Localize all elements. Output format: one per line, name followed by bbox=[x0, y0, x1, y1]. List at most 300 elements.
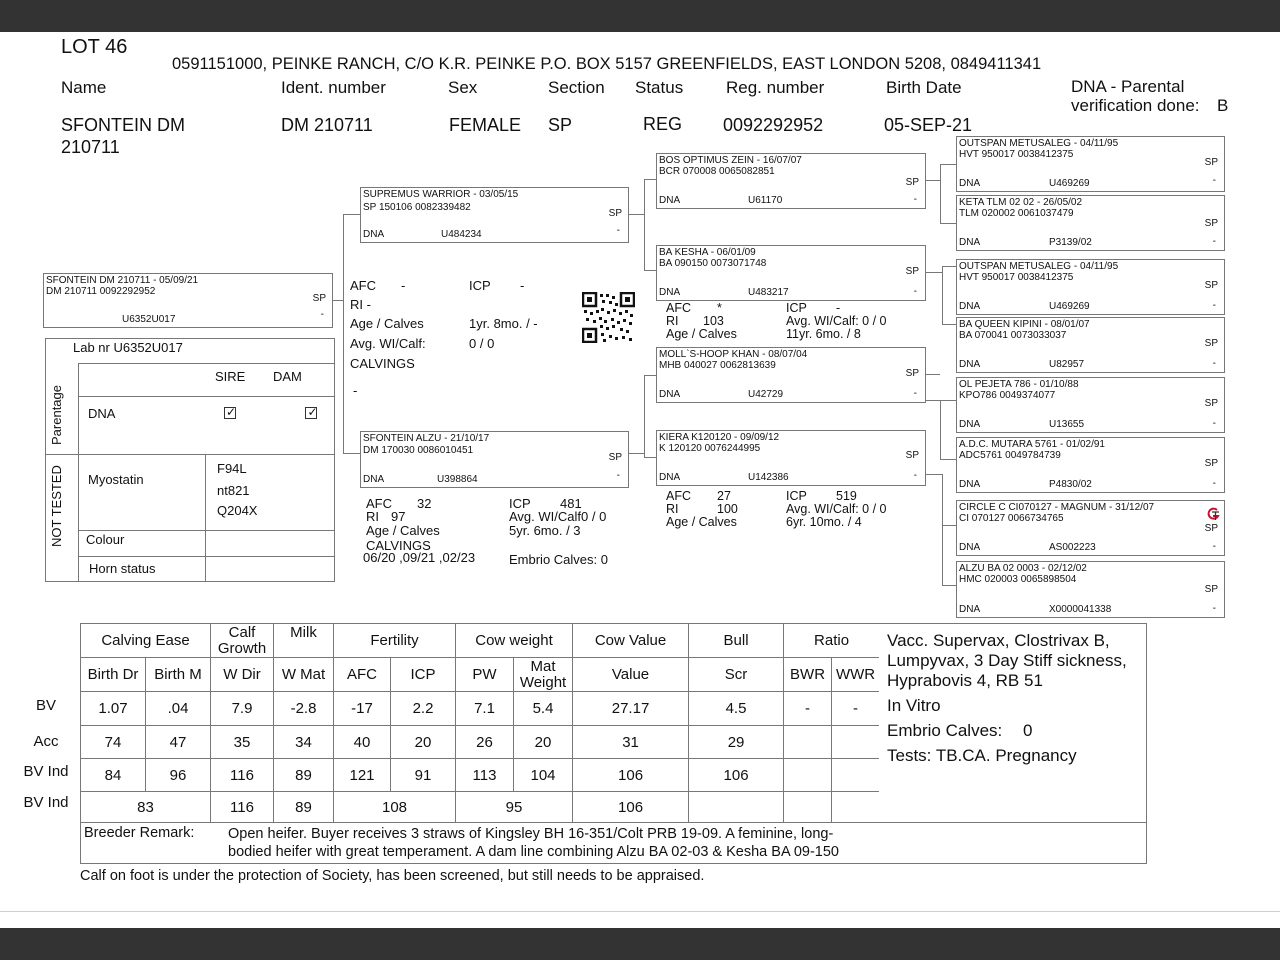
connector bbox=[940, 223, 956, 224]
sire-dash: - bbox=[616, 225, 620, 236]
table-cell bbox=[832, 726, 880, 759]
table-cell bbox=[689, 792, 784, 824]
table-cell: 89 bbox=[274, 759, 334, 792]
gp-section: SP bbox=[905, 266, 919, 277]
animal-ident: DM 210711 bbox=[281, 115, 373, 135]
kesha-afc-value: * bbox=[717, 301, 722, 315]
ggp-dna-code: P4830/02 bbox=[1049, 479, 1092, 490]
dam-age-label: Age / Calves bbox=[366, 523, 440, 538]
gp-dna-code: U483217 bbox=[748, 287, 789, 298]
remark-line-2: bodied heifer with great temperament. A dam line combining Alzu BA 02-03 & Kesha BA 09-150 bbox=[228, 844, 839, 860]
table-cell: 121 bbox=[334, 759, 391, 792]
table-subheader-row bbox=[81, 658, 880, 692]
ggp-dash: - bbox=[1212, 478, 1216, 489]
kesha-age-value: 11yr. 6mo. / 8 bbox=[786, 327, 861, 341]
divider bbox=[78, 363, 335, 364]
ggp-line2: CI 070127 0066734765 bbox=[959, 513, 1064, 524]
table-cell bbox=[784, 726, 832, 759]
ggp-dna-code: AS002223 bbox=[1049, 542, 1096, 553]
header-sex: Sex bbox=[448, 78, 478, 97]
kiera-age-value: 6yr. 10mo. / 4 bbox=[786, 515, 862, 529]
qr-code-icon bbox=[582, 292, 635, 343]
vacc-line-2: Lumpyvax, 3 Day Stiff sickness, bbox=[887, 651, 1127, 670]
table-cell: 31 bbox=[573, 726, 689, 759]
gp-line2: MHB 040027 0062813639 bbox=[659, 360, 776, 371]
table-cell bbox=[784, 759, 832, 792]
dam-icp-value: 481 bbox=[560, 496, 582, 511]
header-birth: Birth Date bbox=[886, 78, 962, 97]
gp-dna: DNA bbox=[659, 195, 681, 206]
ggp-section: SP bbox=[1204, 338, 1218, 349]
table-row-acc bbox=[81, 726, 880, 759]
connector bbox=[940, 164, 941, 224]
dam-calvings-label: CALVINGS bbox=[366, 538, 431, 553]
great-grandparent-box bbox=[956, 437, 1225, 493]
ggp-dna: DNA bbox=[959, 301, 981, 312]
gp-title: BA KESHA - 06/01/09 bbox=[659, 247, 756, 258]
ggp-line2: BA 070041 0073033037 bbox=[959, 330, 1067, 341]
sire-dna: DNA bbox=[363, 229, 385, 240]
table-cell: 2.2 bbox=[391, 692, 456, 726]
gp-section: SP bbox=[905, 177, 919, 188]
dam-age-value: 5yr. 6mo. / 3 bbox=[509, 523, 581, 538]
calvings-value: - bbox=[353, 383, 358, 398]
calf-growth-l1: Calf bbox=[228, 623, 256, 641]
gp-dna-code: U142386 bbox=[748, 472, 789, 483]
sub-scr: Scr bbox=[689, 658, 784, 692]
divider bbox=[78, 530, 335, 531]
table-cell: 1.07 bbox=[81, 692, 146, 726]
header-dna-value: B bbox=[1217, 96, 1229, 115]
dam-embrio-calves: Embrio Calves: 0 bbox=[509, 552, 608, 567]
logo-icon bbox=[1206, 507, 1220, 521]
self-dash: - bbox=[320, 309, 324, 320]
owner-line: 0591151000, PEINKE RANCH, C/O K.R. PEINKE P.O. BOX 5157 GREENFIELDS, EAST LONDON 5208, 0849411341 bbox=[172, 55, 1042, 73]
age-calves-label: Age / Calves bbox=[350, 316, 424, 331]
table-cell: 106 bbox=[689, 759, 784, 792]
ggp-dna: DNA bbox=[959, 237, 981, 248]
sire-section: SP bbox=[608, 208, 622, 219]
connector bbox=[644, 179, 656, 180]
table-row-bv bbox=[81, 692, 880, 726]
connector bbox=[644, 375, 656, 376]
gp-line2: BCR 070008 0065082851 bbox=[659, 166, 775, 177]
ggp-dna: DNA bbox=[959, 479, 981, 490]
ggp-title: BA QUEEN KIPINI - 08/01/07 bbox=[959, 319, 1090, 330]
animal-name-l1: SFONTEIN DM bbox=[61, 115, 185, 135]
lot-number: LOT 46 bbox=[61, 36, 128, 58]
table-cell: -17 bbox=[334, 692, 391, 726]
kesha-age-label: Age / Calves bbox=[666, 327, 737, 341]
gp-title: BOS OPTIMUS ZEIN - 16/07/07 bbox=[659, 155, 802, 166]
ggp-section: SP bbox=[1204, 218, 1218, 229]
embrio-calves-label: Embrio Calves: bbox=[887, 721, 1003, 740]
table-cell: -2.8 bbox=[274, 692, 334, 726]
connector bbox=[942, 525, 956, 526]
row-label-bv: BV bbox=[35, 697, 56, 714]
col-group-milk: Milk bbox=[274, 624, 334, 658]
ggp-dna-code: U469269 bbox=[1049, 301, 1090, 312]
sire-line2: SP 150106 0082339482 bbox=[363, 202, 471, 213]
connector bbox=[644, 457, 656, 458]
header-dna-l2: verification done: bbox=[1071, 96, 1200, 115]
afc-value: - bbox=[401, 278, 406, 293]
header-status: Status bbox=[635, 78, 684, 97]
row-label-bv-ind: BV Ind bbox=[23, 763, 69, 780]
connector bbox=[343, 214, 360, 215]
connector bbox=[644, 270, 656, 271]
table-cell: 116 bbox=[211, 759, 274, 792]
ggp-dna: DNA bbox=[959, 542, 981, 553]
table-cell: 104 bbox=[514, 759, 573, 792]
ggp-dash: - bbox=[1212, 541, 1216, 552]
ggp-dash: - bbox=[1212, 236, 1216, 247]
table-cell: 35 bbox=[211, 726, 274, 759]
dam-ri-value: 97 bbox=[391, 509, 406, 524]
dam-dash: - bbox=[616, 470, 620, 481]
remark-line-1: Open heifer. Buyer receives 3 straws of Kingsley BH 16-351/Colt PRB 19-09. A feminine, long- bbox=[228, 826, 834, 842]
divider bbox=[78, 556, 335, 557]
embrio-calves-value: 0 bbox=[1023, 721, 1033, 740]
connector bbox=[926, 400, 940, 401]
col-group-bull: Bull bbox=[689, 624, 784, 658]
ggp-line2: HMC 020003 0065898504 bbox=[959, 574, 1077, 585]
table-cell: 29 bbox=[689, 726, 784, 759]
self-section: SP bbox=[312, 293, 326, 304]
ggp-dna: DNA bbox=[959, 604, 981, 615]
gp-dna: DNA bbox=[659, 472, 681, 483]
kiera-ri-label: RI bbox=[666, 502, 679, 516]
ggp-dash: - bbox=[1212, 300, 1216, 311]
great-grandparent-box bbox=[956, 561, 1225, 618]
gp-line2: BA 090150 0073071748 bbox=[659, 258, 767, 269]
sub-birth-m: Birth M bbox=[146, 658, 211, 692]
col-group-cow-weight: Cow weight bbox=[456, 624, 573, 658]
vacc-line-1: Vacc. Supervax, Clostrivax B, bbox=[887, 631, 1110, 650]
top-bar bbox=[0, 0, 1280, 32]
ggp-section: SP bbox=[1204, 584, 1218, 595]
connector bbox=[644, 179, 645, 271]
myostatin-value-3: Q204X bbox=[217, 503, 258, 518]
divider bbox=[205, 454, 206, 582]
ggp-dna-code: P3139/02 bbox=[1049, 237, 1092, 248]
sub-icp: ICP bbox=[391, 658, 456, 692]
table-cell: 34 bbox=[274, 726, 334, 759]
ggp-section: SP bbox=[1204, 157, 1218, 168]
bottom-bar bbox=[0, 928, 1280, 960]
table-cell: 20 bbox=[391, 726, 456, 759]
sire-dna-checkbox-icon bbox=[224, 407, 236, 419]
kiera-age-label: Age / Calves bbox=[666, 515, 737, 529]
table-cell: 116 bbox=[211, 792, 274, 824]
sub-value: Value bbox=[573, 658, 689, 692]
vacc-line-3: Hyprabovis 4, RB 51 bbox=[887, 671, 1043, 690]
divider bbox=[78, 396, 335, 397]
animal-section: SP bbox=[548, 115, 573, 135]
kiera-icp-value: 519 bbox=[836, 489, 857, 503]
table-cell bbox=[832, 792, 880, 824]
gp-title: MOLL`S-HOOP KHAN - 08/07/04 bbox=[659, 349, 808, 360]
animal-birth: 05-SEP-21 bbox=[884, 115, 973, 135]
ggp-dna: DNA bbox=[959, 419, 981, 430]
ggp-line2: ADC5761 0049784739 bbox=[959, 450, 1061, 461]
dam-icp-label: ICP bbox=[509, 496, 531, 511]
connector bbox=[942, 266, 943, 325]
kiera-icp-label: ICP bbox=[786, 489, 807, 503]
myostatin-value-2: nt821 bbox=[217, 483, 250, 498]
ggp-dna-code: U469269 bbox=[1049, 178, 1090, 189]
parentage-label: Parentage bbox=[49, 385, 64, 445]
table-cell: 91 bbox=[391, 759, 456, 792]
sub-pw: PW bbox=[456, 658, 514, 692]
table-cell: 106 bbox=[573, 759, 689, 792]
calvings-label: CALVINGS bbox=[350, 356, 415, 371]
connector bbox=[343, 214, 344, 454]
animal-sex: FEMALE bbox=[449, 115, 522, 135]
ggp-dash: - bbox=[1212, 418, 1216, 429]
table-cell: 113 bbox=[456, 759, 514, 792]
table-cell: - bbox=[832, 692, 880, 726]
dam-calving-dates: 06/20 ,09/21 ,02/23 bbox=[363, 550, 476, 565]
table-cell bbox=[784, 792, 832, 824]
kiera-avg-wi: Avg. WI/Calf: 0 / 0 bbox=[786, 502, 887, 516]
animal-status: REG bbox=[643, 114, 683, 134]
table-cell: 89 bbox=[274, 792, 334, 824]
self-title: SFONTEIN DM 210711 - 05/09/21 bbox=[46, 275, 199, 286]
calf-growth-l2: Growth bbox=[217, 639, 267, 657]
ggp-section: SP bbox=[1204, 523, 1218, 534]
grandparent-box bbox=[656, 245, 926, 301]
connector bbox=[926, 374, 940, 375]
ggp-dna-code: U13655 bbox=[1049, 419, 1085, 430]
table-cell: 108 bbox=[334, 792, 456, 824]
tests: Tests: TB.CA. Pregnancy bbox=[887, 746, 1077, 765]
dam-pedigree-box bbox=[360, 431, 629, 488]
connector bbox=[343, 453, 360, 454]
table-cell: 26 bbox=[456, 726, 514, 759]
table-cell: .04 bbox=[146, 692, 211, 726]
ri-label: RI - bbox=[350, 297, 371, 312]
ggp-dna: DNA bbox=[959, 178, 981, 189]
connector bbox=[644, 375, 645, 458]
table-cell: 5.4 bbox=[514, 692, 573, 726]
row-label-bv-ind-2: BV Ind bbox=[23, 794, 69, 811]
connector bbox=[926, 474, 942, 475]
mat-l1: Mat bbox=[530, 657, 556, 675]
colour-label: Colour bbox=[86, 532, 125, 547]
dam-section: SP bbox=[608, 452, 622, 463]
gp-section: SP bbox=[905, 368, 919, 379]
kesha-avg-wi: Avg. WI/Calf: 0 / 0 bbox=[786, 314, 887, 328]
icp-label: ICP bbox=[469, 278, 491, 293]
icp-value: - bbox=[520, 278, 525, 293]
lab-sire: SIRE bbox=[215, 369, 246, 384]
table-cell bbox=[832, 759, 880, 792]
table-cell: 27.17 bbox=[573, 692, 689, 726]
gp-title: KIERA K120120 - 09/09/12 bbox=[659, 432, 780, 443]
performance-table bbox=[80, 623, 880, 824]
sub-bwr: BWR bbox=[784, 658, 832, 692]
dam-line2: DM 170030 0086010451 bbox=[363, 445, 474, 456]
gp-dna-code: U42729 bbox=[748, 389, 784, 400]
connector bbox=[333, 300, 343, 301]
afc-label: AFC bbox=[350, 278, 376, 293]
lab-dna: DNA bbox=[88, 406, 116, 421]
horn-status-label: Horn status bbox=[89, 561, 156, 576]
ggp-section: SP bbox=[1204, 458, 1218, 469]
animal-name-l2: 210711 bbox=[61, 137, 120, 157]
kesha-icp-label: ICP bbox=[786, 301, 807, 315]
table-cell: - bbox=[784, 692, 832, 726]
sub-afc: AFC bbox=[334, 658, 391, 692]
table-cell: 95 bbox=[456, 792, 573, 824]
ggp-title: ALZU BA 02 0003 - 02/12/02 bbox=[959, 563, 1087, 574]
ggp-dna: DNA bbox=[959, 359, 981, 370]
ggp-dna-code: X0000041338 bbox=[1049, 604, 1112, 615]
great-grandparent-box bbox=[956, 500, 1225, 556]
header-dna-l1: DNA - Parental bbox=[1071, 77, 1185, 96]
sub-mat-weight bbox=[514, 658, 573, 692]
table-row-bv-ind-grouped bbox=[81, 792, 880, 824]
myostatin-label: Myostatin bbox=[88, 472, 144, 487]
dam-ri-label: RI bbox=[366, 509, 379, 524]
ggp-line2: HVT 950017 0038412375 bbox=[959, 272, 1074, 283]
sub-w-mat: W Mat bbox=[274, 658, 334, 692]
kesha-ri-value: 103 bbox=[703, 314, 724, 328]
header-section: Section bbox=[548, 78, 605, 97]
divider bbox=[45, 454, 335, 455]
kiera-afc-label: AFC bbox=[666, 489, 691, 503]
ggp-dash: - bbox=[1212, 175, 1216, 186]
gp-line2: K 120120 0076244995 bbox=[659, 443, 761, 454]
connector bbox=[629, 214, 644, 215]
in-vitro: In Vitro bbox=[887, 696, 941, 715]
table-row-bv-ind bbox=[81, 759, 880, 792]
table-cell: 83 bbox=[81, 792, 211, 824]
gp-section: SP bbox=[905, 450, 919, 461]
gp-dash: - bbox=[913, 194, 917, 205]
table-cell: 106 bbox=[573, 792, 689, 824]
table-cell: 74 bbox=[81, 726, 146, 759]
connector bbox=[942, 474, 943, 586]
great-grandparent-box bbox=[956, 259, 1225, 315]
ggp-line2: TLM 020002 0061037479 bbox=[959, 208, 1074, 219]
ggp-title: KETA TLM 02 02 - 26/05/02 bbox=[959, 197, 1083, 208]
table-cell: 40 bbox=[334, 726, 391, 759]
ggp-line2: KPO786 0049374077 bbox=[959, 390, 1056, 401]
dam-avg-wi: Avg. WI/Calf0 / 0 bbox=[509, 509, 607, 524]
table-cell: 20 bbox=[514, 726, 573, 759]
header-ident: Ident. number bbox=[281, 78, 386, 97]
dam-dna: DNA bbox=[363, 474, 385, 485]
grandparent-box bbox=[656, 430, 926, 486]
ggp-title: OL PEJETA 786 - 01/10/88 bbox=[959, 379, 1079, 390]
gp-dna-code: U61170 bbox=[748, 195, 783, 206]
great-grandparent-box bbox=[956, 317, 1225, 373]
grandparent-box bbox=[656, 347, 926, 403]
connector bbox=[940, 164, 956, 165]
sire-pedigree-box bbox=[360, 187, 629, 243]
table-cell: 84 bbox=[81, 759, 146, 792]
table-cell: 96 bbox=[146, 759, 211, 792]
gp-dna: DNA bbox=[659, 287, 681, 298]
ggp-dna-code: U82957 bbox=[1049, 359, 1085, 370]
remark-label: Breeder Remark: bbox=[84, 825, 195, 841]
table-cell: 4.5 bbox=[689, 692, 784, 726]
great-grandparent-box bbox=[956, 136, 1225, 192]
myostatin-value-1: F94L bbox=[217, 461, 247, 476]
great-grandparent-box bbox=[956, 195, 1225, 251]
kesha-ri-label: RI bbox=[666, 314, 679, 328]
ggp-title: OUTSPAN METUSALEG - 04/11/95 bbox=[959, 261, 1119, 272]
self-pedigree-box bbox=[43, 273, 333, 328]
table-cell: 47 bbox=[146, 726, 211, 759]
connector bbox=[926, 180, 940, 181]
table-cell: 7.9 bbox=[211, 692, 274, 726]
header-name: Name bbox=[61, 78, 107, 97]
gp-dash: - bbox=[913, 388, 917, 399]
sub-w-dir: W Dir bbox=[211, 658, 274, 692]
ggp-dash: - bbox=[1212, 603, 1216, 614]
kesha-afc-label: AFC bbox=[666, 301, 691, 315]
ggp-title: OUTSPAN METUSALEG - 04/11/95 bbox=[959, 138, 1119, 149]
dam-dna-checkbox-icon bbox=[305, 407, 317, 419]
mat-l2: Weight bbox=[519, 673, 567, 691]
self-line2: DM 210711 0092292952 bbox=[46, 286, 156, 297]
connector bbox=[629, 453, 644, 454]
kesha-icp-value: - bbox=[836, 301, 841, 315]
ggp-section: SP bbox=[1204, 398, 1218, 409]
connector bbox=[926, 272, 942, 273]
kiera-afc-value: 27 bbox=[717, 489, 731, 503]
sub-wwr: WWR bbox=[832, 658, 880, 692]
table-header-row bbox=[81, 624, 880, 658]
ggp-line2: HVT 950017 0038412375 bbox=[959, 149, 1074, 160]
dam-dna-code: U398864 bbox=[437, 474, 478, 485]
animal-reg: 0092292952 bbox=[723, 115, 824, 135]
avg-wi-value: 0 / 0 bbox=[469, 336, 495, 351]
connector bbox=[942, 266, 956, 267]
connector bbox=[940, 400, 941, 460]
col-group-fertility: Fertility bbox=[334, 624, 456, 658]
ggp-section: SP bbox=[1204, 280, 1218, 291]
col-group-cow-value: Cow Value bbox=[573, 624, 689, 658]
connector bbox=[940, 400, 956, 401]
ggp-title: A.D.C. MUTARA 5761 - 01/02/91 bbox=[959, 439, 1105, 450]
lab-dam: DAM bbox=[273, 369, 302, 384]
col-group-calf-growth bbox=[211, 624, 274, 658]
connector bbox=[940, 459, 956, 460]
not-tested-label: NOT TESTED bbox=[49, 465, 64, 547]
gp-dash: - bbox=[913, 470, 917, 481]
footer-note: Calf on foot is under the protection of Society, has been screened, but still needs to be appraised. bbox=[80, 868, 705, 884]
sub-birth-dr: Birth Dr bbox=[81, 658, 146, 692]
sire-dna-code: U484234 bbox=[441, 229, 482, 240]
header-reg: Reg. number bbox=[726, 78, 825, 97]
connector bbox=[942, 324, 956, 325]
connector bbox=[942, 585, 956, 586]
row-label-acc: Acc bbox=[33, 733, 59, 750]
avg-wi-label: Avg. WI/Calf: bbox=[350, 336, 426, 351]
col-group-calving-ease: Calving Ease bbox=[81, 624, 211, 658]
great-grandparent-box bbox=[956, 377, 1225, 433]
kiera-ri-value: 100 bbox=[717, 502, 738, 516]
gp-dash: - bbox=[913, 286, 917, 297]
col-group-ratio: Ratio bbox=[784, 624, 880, 658]
ggp-dash: - bbox=[1212, 358, 1216, 369]
dam-afc-value: 32 bbox=[417, 496, 432, 511]
bottom-divider bbox=[0, 911, 1280, 912]
